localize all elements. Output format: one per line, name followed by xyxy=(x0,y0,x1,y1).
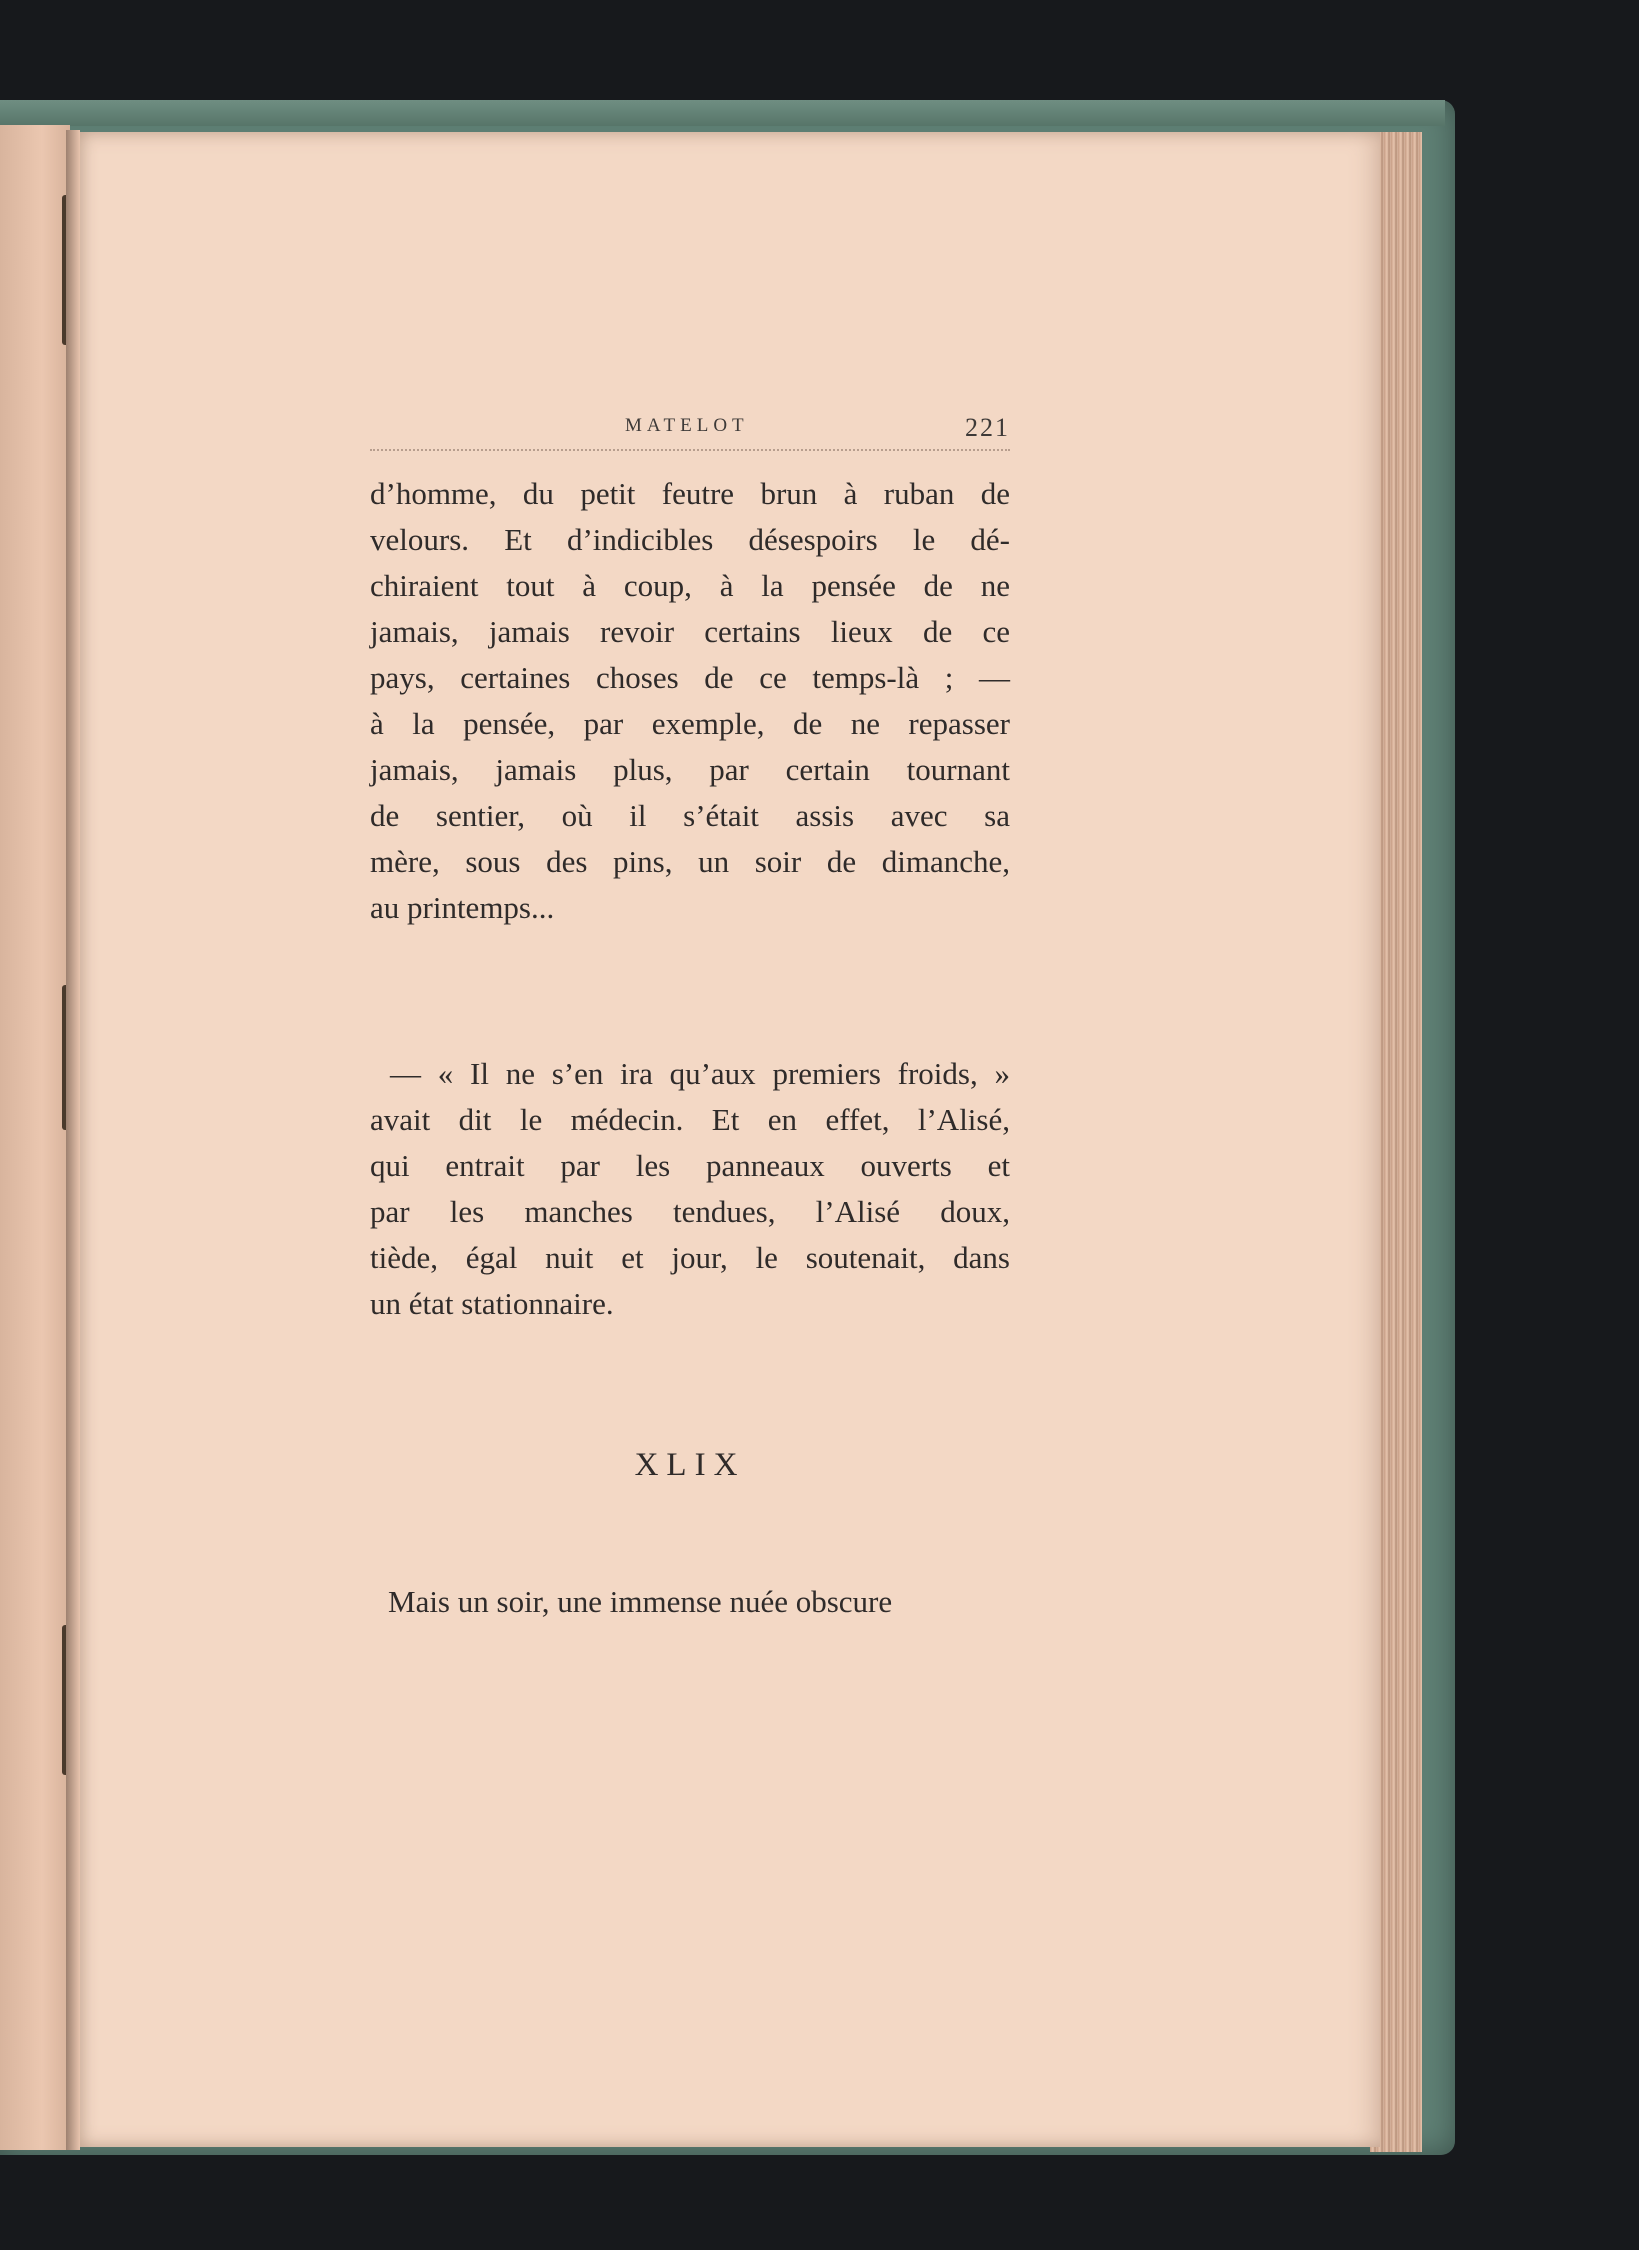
page-gutter xyxy=(66,130,80,2150)
paragraph xyxy=(370,1579,1010,1625)
text-line: velours. Et d’indicibles désespoirs le dé- xyxy=(370,522,1010,557)
page-number: 221 xyxy=(965,413,1010,442)
chapter-heading: XLIX xyxy=(634,1447,746,1483)
text-line: jamais, jamais plus, par certain tournant xyxy=(370,752,1010,787)
left-page-edge xyxy=(0,125,70,2150)
text-line: mère, sous des pins, un soir de dimanche, xyxy=(370,844,1010,879)
text-line: par les manches tendues, l’Alisé doux, xyxy=(370,1194,1010,1229)
running-title: MATELOT xyxy=(625,415,749,436)
page-content xyxy=(370,405,1010,1625)
cover-edge xyxy=(0,100,1445,126)
text-line: à la pensée, par exemple, de ne repasser xyxy=(370,706,1010,741)
text-line: jamais, jamais revoir certains lieux de ce xyxy=(370,614,1010,649)
running-head xyxy=(370,405,1010,451)
paragraph xyxy=(370,1051,1010,1327)
text-line: chiraient tout à coup, à la pensée de ne xyxy=(370,568,1010,603)
text-line: Mais un soir, une immense nuée obscure xyxy=(388,1584,893,1619)
text-line: au printemps... xyxy=(370,890,555,925)
text-line: d’homme, du petit feutre brun à ruban de xyxy=(370,476,1010,511)
text-line: avait dit le médecin. Et en effet, l’Alisé, xyxy=(370,1102,1010,1137)
text-line: qui entrait par les panneaux ouverts et xyxy=(370,1148,1010,1183)
text-line: pays, certaines choses de ce temps-là ; — xyxy=(370,660,1010,695)
paragraph xyxy=(370,471,1010,931)
text-line: de sentier, où il s’était assis avec sa xyxy=(370,798,1010,833)
text-line: tiède, égal nuit et jour, le soutenait, dans xyxy=(370,1240,1010,1275)
text-line: — « Il ne s’en ira qu’aux premiers froids, » xyxy=(390,1056,1010,1091)
text-line: un état stationnaire. xyxy=(370,1286,614,1321)
